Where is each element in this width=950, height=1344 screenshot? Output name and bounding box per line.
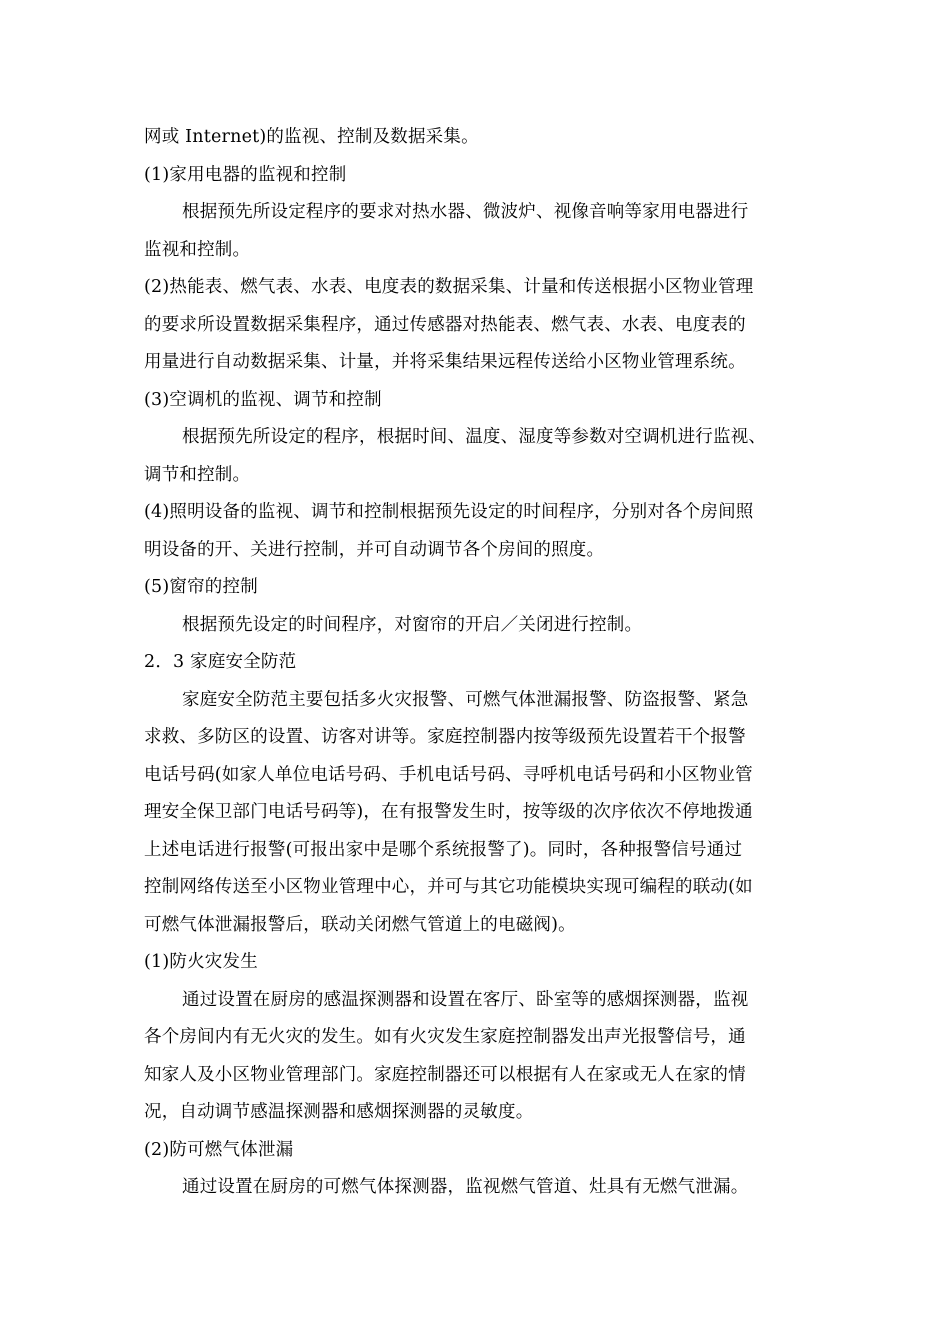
section-heading: (2)热能表、燃气表、水表、电度表的数据采集、计量和传送根据小区物业管理 — [144, 277, 754, 297]
text-line: 求救、多防区的设置、访客对讲等。家庭控制器内按等级预先设置若干个报警 — [144, 727, 746, 747]
text-line: 理安全保卫部门电话号码等)，在有报警发生时，按等级的次序依次不停地拨通 — [144, 802, 753, 822]
text-line: 用量进行自动数据采集、计量，并将采集结果远程传送给小区物业管理系统。 — [144, 352, 746, 372]
text-line: 家庭安全防范主要包括多火灾报警、可燃气体泄漏报警、防盗报警、紧急 — [182, 689, 749, 710]
section-heading: (1)防火灾发生 — [144, 952, 258, 972]
text-line: 况，自动调节感温探测器和感烟探测器的灵敏度。 — [144, 1102, 534, 1122]
text-line: 可燃气体泄漏报警后，联动关闭燃气管道上的电磁阀)。 — [144, 914, 576, 935]
text-line: 知家人及小区物业管理部门。家庭控制器还可以根据有人在家或无人在家的情 — [144, 1064, 746, 1085]
text-line: 网或 Internet)的监视、控制及数据采集。 — [144, 127, 479, 147]
section-heading: (2)防可燃气体泄漏 — [144, 1139, 294, 1160]
section-heading: 2．3 家庭安全防范 — [144, 652, 297, 672]
text-line: 根据预先所设定程序的要求对热水器、微波炉、视像音响等家用电器进行 — [182, 202, 749, 222]
section-heading: (4)照明设备的监视、调节和控制根据预先设定的时间程序，分别对各个房间照 — [144, 502, 754, 522]
text-line: 电话号码(如家人单位电话号码、手机电话号码、寻呼机电话号码和小区物业管 — [144, 764, 753, 785]
text-line: 通过设置在厨房的可燃气体探测器，监视燃气管道、灶具有无燃气泄漏。 — [182, 1177, 749, 1197]
text-line: 的要求所设置数据采集程序，通过传感器对热能表、燃气表、水表、电度表的 — [144, 314, 746, 335]
section-heading: (5)窗帘的控制 — [144, 577, 258, 597]
text-line: 上述电话进行报警(可报出家中是哪个系统报警了)。同时，各种报警信号通过 — [144, 839, 743, 860]
section-heading: (3)空调机的监视、调节和控制 — [144, 389, 382, 410]
document-body — [144, 119, 808, 1207]
text-line: 控制网络传送至小区物业管理中心，并可与其它功能模块实现可编程的联动(如 — [144, 877, 753, 897]
text-line: 各个房间内有无火灾的发生。如有火灾发生家庭控制器发出声光报警信号，通 — [144, 1027, 746, 1047]
text-line: 监视和控制。 — [144, 239, 251, 260]
text-line: 根据预先设定的时间程序，对窗帘的开启／关闭进行控制。 — [182, 614, 643, 635]
text-line: 通过设置在厨房的感温探测器和设置在客厅、卧室等的感烟探测器，监视 — [182, 989, 749, 1010]
text-line: 调节和控制。 — [144, 464, 251, 485]
text-line: 明设备的开、关进行控制，并可自动调节各个房间的照度。 — [144, 539, 605, 560]
section-heading: (1)家用电器的监视和控制 — [144, 164, 347, 185]
text-line: 根据预先所设定的程序，根据时间、温度、湿度等参数对空调机进行监视、 — [182, 427, 767, 447]
